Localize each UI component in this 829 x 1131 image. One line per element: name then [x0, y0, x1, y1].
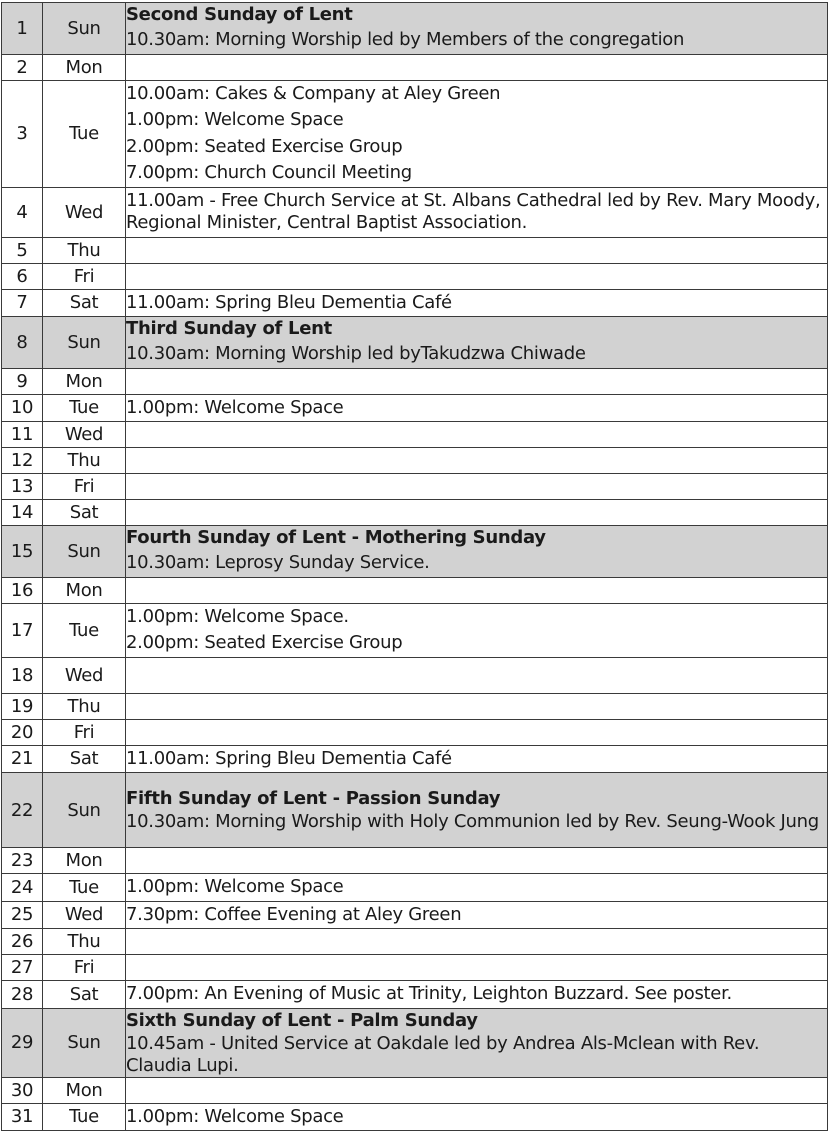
calendar-row: [2, 187, 828, 237]
day-events: [126, 929, 828, 955]
calendar-row: [2, 500, 828, 526]
calendar-body: [2, 3, 828, 1131]
calendar-row: [2, 848, 828, 874]
sunday-heading: Fourth Sunday of Lent - Mothering Sunday: [126, 527, 546, 548]
day-events: [126, 657, 828, 693]
day-name: Thu: [43, 693, 126, 719]
day-name: Mon: [43, 848, 126, 874]
day-events: [126, 526, 828, 578]
event-line: 7.00pm: An Evening of Music at Trinity, Leighton Buzzard. See poster.: [126, 983, 732, 1004]
day-number: 6: [2, 263, 43, 289]
day-events: [126, 848, 828, 874]
day-name: Sat: [43, 500, 126, 526]
day-events: [126, 474, 828, 500]
day-number: 17: [2, 603, 43, 657]
day-name: Tue: [43, 874, 126, 902]
day-number: 7: [2, 289, 43, 317]
day-number: 2: [2, 54, 43, 80]
day-name: Thu: [43, 929, 126, 955]
event-line: 10.30am: Morning Worship led byTakudzwa Chiwade: [126, 343, 586, 364]
day-number: 5: [2, 237, 43, 263]
event-line: 10.00am: Cakes & Company at Aley Green: [126, 82, 501, 104]
day-name: Fri: [43, 263, 126, 289]
day-name: Fri: [43, 474, 126, 500]
event-line: 10.30am: Morning Worship led by Members of the congregation: [126, 29, 685, 50]
day-number: 15: [2, 526, 43, 578]
day-name: Sat: [43, 745, 126, 773]
day-events: [126, 901, 828, 929]
day-name: Fri: [43, 719, 126, 745]
event-line: 11.00am: Spring Bleu Dementia Café: [126, 291, 452, 313]
day-name: Sun: [43, 526, 126, 578]
event-line: 10.30am: Morning Worship with Holy Communion led by Rev. Seung-Wook Jung: [126, 811, 819, 832]
day-events: [126, 80, 828, 187]
day-name: Thu: [43, 448, 126, 474]
day-name: Mon: [43, 54, 126, 80]
calendar-row: [2, 657, 828, 693]
day-number: 26: [2, 929, 43, 955]
day-events: [126, 719, 828, 745]
calendar-row: [2, 474, 828, 500]
day-events: [126, 874, 828, 902]
day-number: 3: [2, 80, 43, 187]
calendar-row: [2, 577, 828, 603]
day-events: [126, 745, 828, 773]
day-events: [126, 1103, 828, 1131]
day-number: 20: [2, 719, 43, 745]
day-number: 29: [2, 1008, 43, 1077]
day-events: [126, 1077, 828, 1103]
calendar-row: [2, 745, 828, 773]
event-line: 1.00pm: Welcome Space: [126, 396, 344, 418]
day-name: Sat: [43, 289, 126, 317]
day-name: Mon: [43, 1077, 126, 1103]
event-line: 10.30am: Leprosy Sunday Service.: [126, 552, 430, 573]
day-name: Tue: [43, 603, 126, 657]
sunday-heading: Second Sunday of Lent: [126, 4, 353, 25]
day-number: 30: [2, 1077, 43, 1103]
day-number: 24: [2, 874, 43, 902]
day-number: 4: [2, 187, 43, 237]
day-number: 12: [2, 448, 43, 474]
day-number: 1: [2, 3, 43, 55]
calendar-row: [2, 80, 828, 187]
calendar-row: [2, 603, 828, 657]
day-number: 10: [2, 394, 43, 422]
calendar-row: [2, 1008, 828, 1077]
calendar-row: [2, 368, 828, 394]
calendar-row: [2, 3, 828, 55]
day-name: Fri: [43, 955, 126, 981]
event-line: 11.00am: Spring Bleu Dementia Café: [126, 747, 452, 769]
day-number: 14: [2, 500, 43, 526]
day-number: 8: [2, 317, 43, 369]
day-events: [126, 54, 828, 80]
calendar-row: [2, 526, 828, 578]
event-line: 1.00pm: Welcome Space: [126, 876, 344, 897]
day-events: [126, 693, 828, 719]
day-number: 19: [2, 693, 43, 719]
calendar-row: [2, 874, 828, 902]
event-line: 1.00pm: Welcome Space: [126, 109, 344, 130]
day-events: [126, 955, 828, 981]
day-name: Mon: [43, 577, 126, 603]
day-number: 28: [2, 981, 43, 1009]
day-events: [126, 237, 828, 263]
event-line: 11.00am - Free Church Service at St. Albans Cathedral led by Rev. Mary Moody, Regional Minister, Central Baptist Association.: [126, 190, 821, 233]
day-number: 25: [2, 901, 43, 929]
day-name: Sun: [43, 317, 126, 369]
day-events: [126, 603, 828, 657]
calendar-row: [2, 773, 828, 848]
event-line: 1.00pm: Welcome Space: [126, 1105, 344, 1127]
day-number: 22: [2, 773, 43, 848]
day-name: Mon: [43, 368, 126, 394]
day-name: Sun: [43, 1008, 126, 1077]
day-name: Sun: [43, 3, 126, 55]
event-line: 7.30pm: Coffee Evening at Aley Green: [126, 903, 462, 925]
day-name: Tue: [43, 1103, 126, 1131]
day-events: [126, 317, 828, 369]
calendar-row: [2, 263, 828, 289]
day-events: [126, 394, 828, 422]
day-name: Sat: [43, 981, 126, 1009]
day-events: [126, 368, 828, 394]
event-line: 7.00pm: Church Council Meeting: [126, 162, 412, 183]
day-name: Wed: [43, 422, 126, 448]
day-name: Wed: [43, 901, 126, 929]
event-line: 1.00pm: Welcome Space.: [126, 605, 349, 627]
day-number: 23: [2, 848, 43, 874]
sunday-heading: Third Sunday of Lent: [126, 318, 332, 339]
day-number: 31: [2, 1103, 43, 1131]
calendar-row: [2, 929, 828, 955]
day-number: 9: [2, 368, 43, 394]
day-events: [126, 577, 828, 603]
calendar-row: [2, 237, 828, 263]
day-name: Sun: [43, 773, 126, 848]
day-events: [126, 422, 828, 448]
day-name: Tue: [43, 394, 126, 422]
event-line: 2.00pm: Seated Exercise Group: [126, 632, 403, 653]
sunday-heading: Sixth Sunday of Lent - Palm Sunday: [126, 1009, 478, 1031]
day-events: [126, 1008, 828, 1077]
day-name: Wed: [43, 657, 126, 693]
day-events: [126, 263, 828, 289]
day-number: 27: [2, 955, 43, 981]
calendar-row: [2, 1103, 828, 1131]
day-events: [126, 773, 828, 848]
day-number: 11: [2, 422, 43, 448]
sunday-heading: Fifth Sunday of Lent - Passion Sunday: [126, 788, 501, 809]
day-number: 13: [2, 474, 43, 500]
event-line: 2.00pm: Seated Exercise Group: [126, 135, 403, 157]
calendar-row: [2, 1077, 828, 1103]
day-events: [126, 448, 828, 474]
calendar-row: [2, 981, 828, 1009]
day-events: [126, 289, 828, 317]
calendar-row: [2, 719, 828, 745]
day-number: 16: [2, 577, 43, 603]
day-name: Tue: [43, 80, 126, 187]
calendar-row: [2, 448, 828, 474]
event-line: 10.45am - United Service at Oakdale led by Andrea Als-Mclean with Rev. Claudia Lupi.: [126, 1032, 760, 1076]
day-name: Thu: [43, 237, 126, 263]
day-name: Wed: [43, 187, 126, 237]
calendar-row: [2, 422, 828, 448]
day-number: 18: [2, 657, 43, 693]
day-events: [126, 500, 828, 526]
day-number: 21: [2, 745, 43, 773]
calendar-row: [2, 317, 828, 369]
day-events: [126, 187, 828, 237]
calendar-row: [2, 289, 828, 317]
calendar-row: [2, 955, 828, 981]
day-events: [126, 981, 828, 1009]
calendar-row: [2, 54, 828, 80]
calendar-row: [2, 394, 828, 422]
calendar-row: [2, 693, 828, 719]
calendar-table: [1, 2, 828, 1131]
day-events: [126, 3, 828, 55]
calendar-row: [2, 901, 828, 929]
